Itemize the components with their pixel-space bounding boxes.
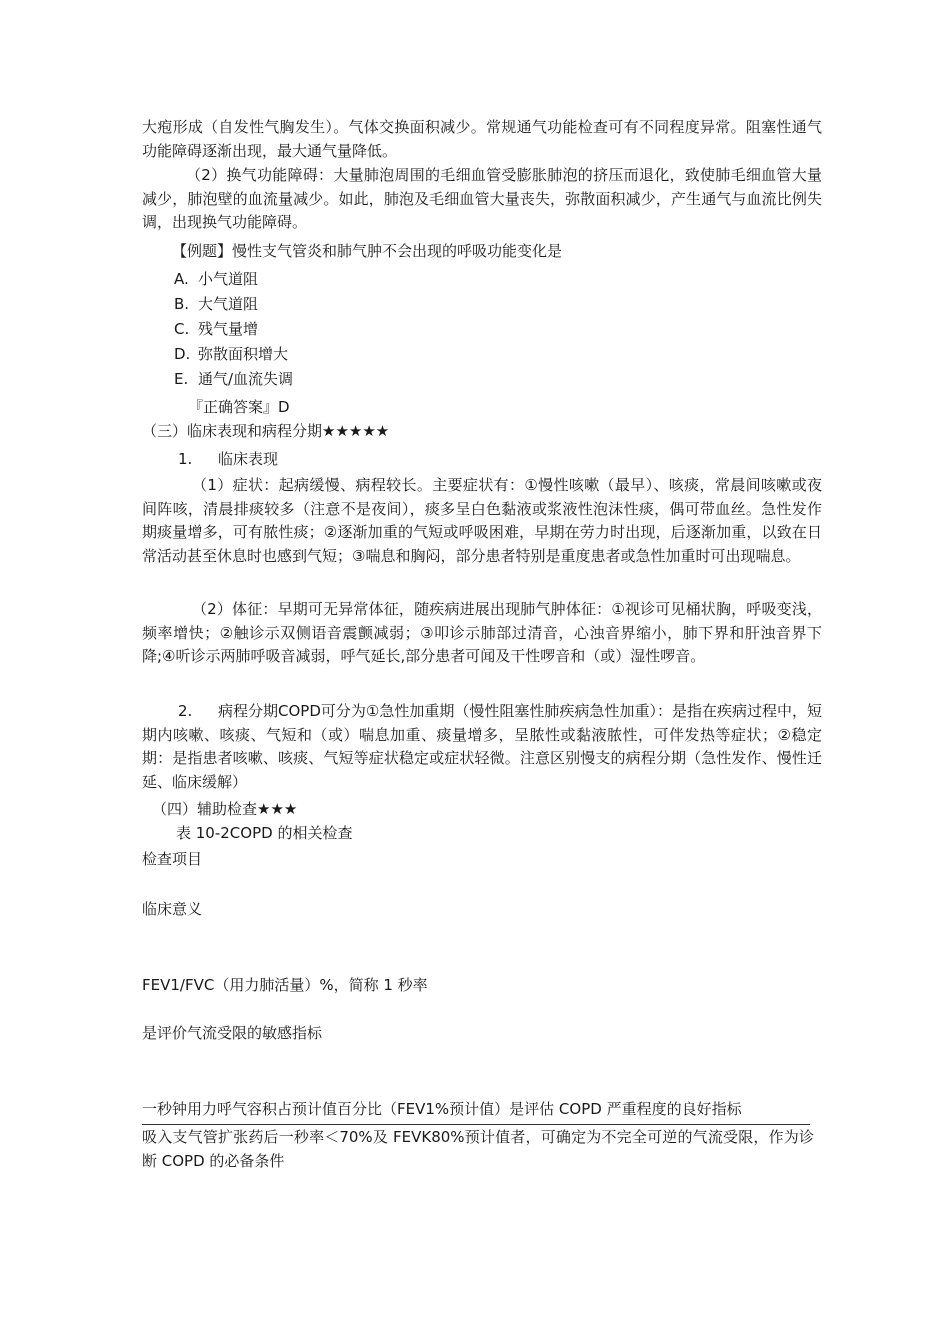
paragraph-signs: （2）体征：早期可无异常体征，随疾病进展出现肺气肿体征：①视诊可见桶状胸，呼吸变浅，频率增快；②触诊示双侧语音震颤减弱；③叩诊示肺部过清音，心浊音界缩小，肺下界和肝浊音界下降;④听诊示两肺呼吸音减弱，呼气延长,部分患者可闻及干性啰音和（或）湿性啰音。 — [142, 600, 822, 665]
table-row1-meaning: 是评价气流受限的敏感指标 — [142, 1024, 323, 1042]
option-letter: B. — [174, 295, 190, 313]
option-b — [174, 293, 258, 315]
paragraph-symptoms: （1）症状：起病缓慢、病程较长。主要症状有：①慢性咳嗽（最早）、咳痰，常晨间咳嗽或夜间阵咳，清晨排痰较多（注意不是夜间），痰多呈白色黏液或浆液性泡沫性痰，偶可带血丝。急性发作期痰量增多，可有脓性痰；②逐渐加重的气短或呼吸困难，早期在劳力时出现，后逐渐加重，以致在日常活动甚至休息时也感到气短；③喘息和胸闷，部分患者特别是重度患者或急性加重时可出现喘息。 — [142, 476, 822, 565]
option-letter: A. — [174, 270, 189, 288]
staging-text: 病程分期COPD可分为①急性加重期（慢性阻塞性肺疾病急性加重）：是指在疾病过程中，短期内咳嗽、咳痰、气短和（或）喘息加重、痰量增多，呈脓性或黏液脓性，可伴发热等症状；②稳定期：是指患者咳嗽、咳痰、气短等症状稳定或症状轻微。注意区别慢支的病程分期（急性发作、慢性迁延、临床缓解） — [142, 702, 822, 791]
option-letter: D. — [174, 345, 191, 363]
section-heading-auxiliary: （四）辅助检查★★★ — [152, 800, 298, 818]
subheading-clinical-manifestation — [178, 448, 278, 472]
option-a — [174, 268, 258, 290]
subheading-number: 1. — [178, 450, 193, 468]
table-row2-text: 一秒钟用力呼气容积占预计值百分比（FEV1%预计值）是评估 COPD 严重程度的良好指标 — [142, 1100, 742, 1118]
table-header-item: 检查项目 — [142, 850, 203, 868]
option-e — [174, 368, 293, 390]
subheading-title: 临床表现 — [218, 450, 279, 468]
option-text: 小气道阻 — [198, 270, 259, 288]
option-text: 弥散面积增大 — [198, 345, 289, 363]
example-question: 【例题】慢性支气管炎和肺气肿不会出现的呼吸功能变化是 — [172, 242, 563, 260]
option-text: 通气/血流失调 — [198, 370, 294, 388]
option-text: 残气量增 — [198, 320, 259, 338]
option-d — [174, 343, 288, 365]
section-heading-clinical: （三）临床表现和病程分期★★★★★ — [142, 422, 390, 440]
staging-number: 2. — [178, 702, 193, 720]
option-text: 大气道阻 — [198, 295, 259, 313]
option-c — [174, 318, 258, 340]
table-header-meaning: 临床意义 — [142, 900, 203, 918]
table-row3-text: 吸入支气管扩张药后一秒率＜70%及 FEVK80%预计值者，可确定为不完全可逆的气流受限，作为诊断 COPD 的必备条件 — [142, 1128, 814, 1170]
paragraph-ventilation-cont: 大疱形成（自发性气胸发生）。气体交换面积减少。常规通气功能检查可有不同程度异常。阻塞性通气功能障碍逐渐出现，最大通气量降低。 — [142, 118, 822, 160]
option-letter: E. — [174, 370, 189, 388]
option-letter: C. — [174, 320, 190, 338]
correct-answer: 『正确答案』D — [188, 398, 290, 416]
paragraph-gas-exchange: （2）换气功能障碍：大量肺泡周围的毛细血管受膨胀肺泡的挤压而退化，致使肺毛细血管大量减少，肺泡壁的血流量减少。如此，肺泡及毛细血管大量丧失，弥散面积减少，产生通气与血流比例失调，出现换气功能障碍。 — [142, 166, 822, 231]
table-divider — [142, 1124, 810, 1125]
paragraph-staging — [142, 700, 822, 794]
table-row1-item: FEV1/FVC（用力肺活量）%，简称 1 秒率 — [142, 976, 428, 994]
table-caption: 表 10-2COPD 的相关检查 — [176, 824, 353, 842]
